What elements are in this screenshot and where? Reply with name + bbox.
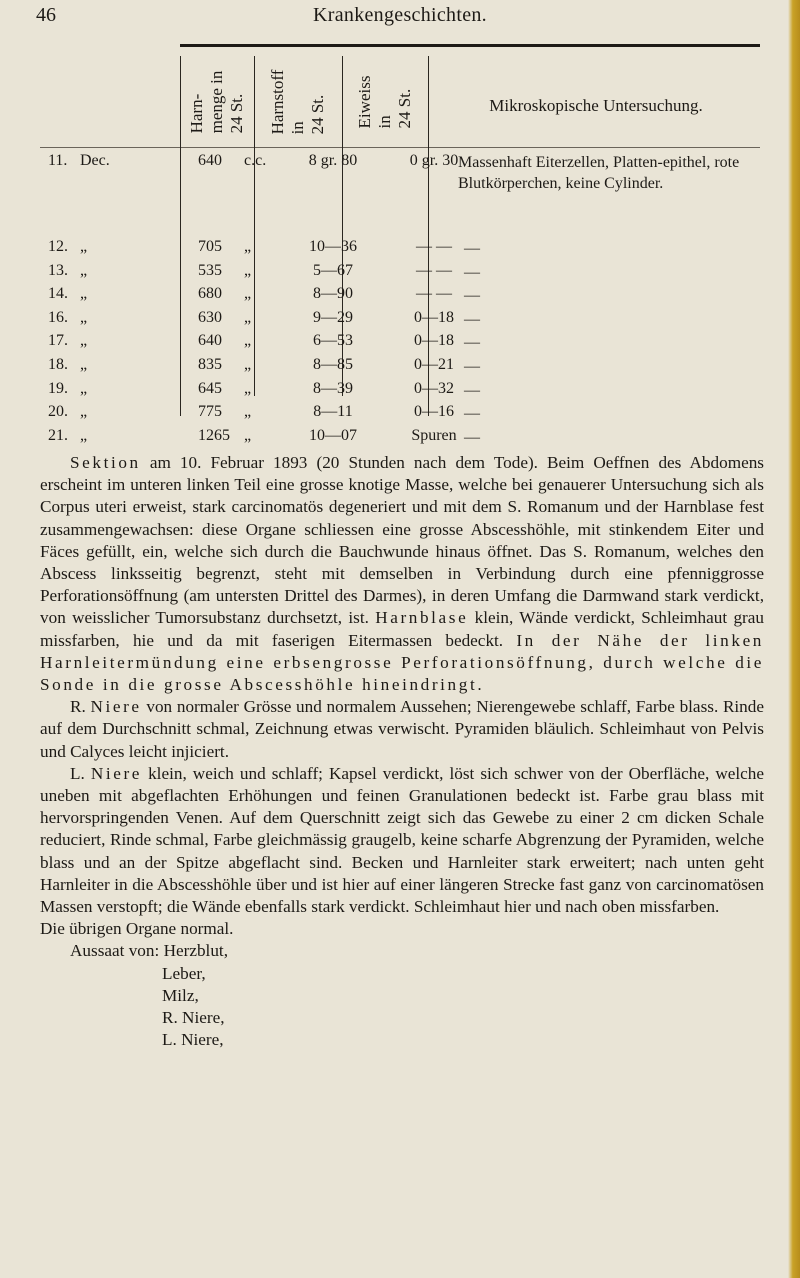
menge-unit: „ [244, 308, 252, 326]
menge-value: 630 [198, 308, 222, 326]
sektion-text: am 10. Februar 1893 (20 Stunden nach dem Tode). Beim Oeffnen des Abdomens erscheint im unteren linken Teil eine grosse knotige Masse, welche bei genauerer Untersuchung sich als Corpus uteri erweist, stark carcinomatös degeneriert und mit dem S. Romanum und der Harnblase fest zusammengewachsen: diese Organe schliessen eine grosse Abscesshöhle, mit stinkendem Eiter und Fäces gefüllt, ein, welche sich durch die Bauchwunde hinaus öffnet. Das S. Romanum, welches den Abscess linksseitig begrenzt, steht mit demselben in Verbindung durch eine pfenniggrosse Perforationsöffnung (am untersten Drittel des Darmes), in deren Umfang die Darmwand stark verdickt, von weisslicher Tumorsubstanz durchsetzt, ist. [40, 453, 764, 628]
month: „ [80, 356, 88, 373]
day: 11. [48, 152, 68, 169]
table-row [40, 380, 760, 402]
micro-cell: — [464, 240, 480, 257]
harnstoff-cell: 8—39 [313, 379, 353, 397]
eiweiss-cell [336, 238, 476, 256]
l-niere-text: klein, weich und schlaff; Kapsel verdickt, löst sich schwer von der Oberfläche, welche uneben mit abgeflachten Erhöhungen und feinen Granulationen bedeckt ist. Farbe grau blass mit hervorspringenden Venen. Auf dem Querschnitt zeigt sich das Gewebe zu einer 2 cm dicken Schale reduciert, Rinde schmal, Farbe gleichmässig graugelb, keine scharfe Abgrenzung der Pyramiden, welche blass und an der Spitze abgeflacht sind. Becken und Harnleiter stark erweitert; nach unten geht Harnleiter in die Abscesshöhle über und ist hier auf einer längeren Strecke fast ganz von carcinomatösen Massen verstopft; die Wände ebenfalls stark verdickt. Schleimhaut hier und nach oben missfarben. [40, 763, 764, 917]
paragraph-r-niere [40, 696, 764, 763]
month: „ [80, 379, 88, 397]
menge-unit: „ [244, 356, 252, 373]
harnstoff-cell: 5—67 [313, 261, 353, 279]
harnblase-label: Harnblase [375, 608, 469, 628]
menge-value: 640 [198, 152, 222, 169]
micro-cell: — [464, 381, 480, 399]
r-prefix: R. [70, 697, 91, 717]
sektion-label: Sektion [70, 453, 141, 472]
harnstoff-cell: 9—29 [313, 308, 353, 326]
aussaat-line: L. Niere, [162, 1030, 224, 1050]
paragraph-l-niere [40, 763, 764, 918]
harnstoff-cell: 6—53 [313, 332, 353, 350]
book-edge [788, 0, 800, 1278]
day: 12. [48, 238, 68, 255]
harnstoff-cell: 8—11 [313, 403, 353, 421]
harnblase-text: klein, Wände verdickt, Schleimhaut grau missfarben, hie und da mit faserigen Eitermassen bedeckt. [40, 608, 764, 650]
day: 20. [48, 403, 68, 421]
harnstoff-cell: 8—85 [313, 356, 353, 373]
header-line: 24 St. [308, 94, 327, 135]
eiweiss-cell [336, 152, 476, 170]
micro-cell: — [464, 287, 480, 305]
month: Dec. [80, 152, 110, 169]
menge-unit: „ [244, 403, 252, 421]
month: „ [80, 308, 88, 326]
menge-value: 535 [198, 261, 222, 279]
l-prefix: L. [70, 763, 91, 783]
table-row [40, 403, 760, 425]
month: „ [80, 403, 88, 421]
menge-unit: „ [244, 379, 252, 397]
running-title: Krankengeschichten. [313, 4, 487, 26]
month: „ [80, 238, 88, 255]
eiweiss-value: 0—21 [414, 356, 454, 373]
r-niere-text: von normaler Grösse und normalem Aussehen; Nierengewebe schlaff, Farbe blass. Rinde auf dem Durchschnitt schmal, Zeichnung etwas verwischt. Pyramiden bläulich. Schleimhaut von Pelvis und Calyces leicht injiciert. [40, 697, 765, 761]
day: 21. [48, 426, 68, 444]
month: „ [80, 285, 88, 303]
micro-cell: — [464, 405, 480, 423]
header-line: in [288, 121, 307, 135]
menge-value: 775 [198, 403, 222, 421]
menge-unit: „ [244, 332, 252, 350]
niere-label: Niere [90, 763, 143, 783]
eiweiss-cell [336, 285, 476, 303]
header-harnmenge [180, 58, 254, 146]
header-line: menge in [207, 70, 226, 134]
aussaat-line: Milz, [162, 985, 199, 1005]
day: 19. [48, 379, 68, 397]
niere-label: Niere [90, 697, 142, 717]
header-mikroskopische: Mikroskopische Untersuchung. [489, 96, 703, 115]
eiweiss-cell [336, 332, 476, 350]
eiweiss-value: — — [416, 285, 452, 303]
eiweiss-cell [336, 380, 476, 398]
paragraph-sektion [40, 452, 764, 696]
menge-unit: „ [244, 261, 252, 279]
menge-unit: c.c. [244, 152, 267, 169]
table-header-rule [40, 147, 760, 148]
menge-unit: „ [244, 426, 252, 444]
micro-cell: — [464, 428, 480, 446]
eiweiss-cell [336, 262, 476, 280]
aussaat-line: Aussaat von: Herzblut, [70, 941, 228, 961]
header-eiweiss [342, 58, 428, 146]
menge-value: 640 [198, 332, 222, 350]
eiweiss-value: 0—18 [414, 332, 454, 350]
table-row [40, 332, 760, 354]
harnstoff-cell: 10—07 [309, 426, 357, 444]
menge-value: 1265 [198, 426, 230, 444]
header-line: 24 St. [395, 88, 414, 129]
header-line: Eiweiss [355, 75, 374, 129]
harnstoff-cell: 8—90 [313, 285, 353, 303]
day: 18. [48, 356, 68, 373]
eiweiss-value: 0 gr. 30 [409, 152, 459, 169]
eiweiss-value: Spuren [411, 426, 457, 444]
autopsy-report [40, 452, 764, 1051]
menge-value: 680 [198, 285, 222, 303]
menge-unit: „ [244, 285, 252, 303]
page-number: 46 [36, 4, 56, 26]
urine-table [40, 44, 762, 444]
header-harnstoff [254, 58, 342, 146]
month: „ [80, 261, 88, 279]
menge-value: 705 [198, 238, 222, 255]
header-line: Harnstoff [268, 69, 287, 135]
micro-cell: — [464, 310, 480, 328]
paragraph-organe: Die übrigen Organe normal. [40, 919, 234, 939]
table-row [40, 238, 760, 260]
harnstoff-cell: 8 gr. 80 [308, 152, 358, 169]
month: „ [80, 426, 88, 444]
eiweiss-value: — — [416, 238, 452, 255]
menge-value: 645 [198, 379, 222, 397]
day: 17. [48, 332, 68, 350]
header-line: in [375, 115, 394, 129]
day: 13. [48, 261, 68, 279]
eiweiss-cell [336, 309, 476, 327]
harnstoff-cell: 10—36 [309, 238, 357, 255]
eiweiss-value: 0—16 [414, 403, 454, 421]
table-row [40, 262, 760, 284]
eiweiss-cell [336, 427, 476, 445]
table-row [40, 309, 760, 331]
aussaat-line: Leber, [162, 963, 206, 983]
table-row [40, 356, 760, 378]
aussaat-list [40, 940, 764, 1051]
table-top-rule [180, 44, 760, 47]
eiweiss-value: 0—32 [414, 379, 454, 397]
eiweiss-value: 0—18 [414, 308, 454, 326]
header-line: Harn- [187, 93, 206, 134]
table-row [40, 152, 760, 192]
table-row [40, 285, 760, 307]
micro-cell: — [464, 263, 480, 281]
eiweiss-cell [336, 403, 476, 421]
aussaat-line: R. Niere, [162, 1008, 225, 1028]
day: 16. [48, 308, 68, 326]
menge-value: 835 [198, 356, 222, 373]
eiweiss-cell [336, 356, 476, 374]
micro-cell: Massenhaft Eiterzellen, Platten-epithel, rote Blutkörperchen, keine Cylinder. [458, 154, 740, 192]
header-line: 24 St. [227, 93, 246, 134]
perforation-emphasis: In der Nähe der linken Harnleitermündung eine erbsengrosse Perforationsöffnung, durch welche die Sonde in die grosse Abscesshöhle hineindringt. [40, 630, 764, 695]
day: 14. [48, 285, 68, 303]
page-header [0, 0, 800, 40]
eiweiss-value: — — [416, 261, 452, 279]
month: „ [80, 332, 88, 350]
micro-cell: — [464, 334, 480, 352]
menge-unit: „ [244, 238, 252, 255]
micro-cell: — [464, 358, 480, 375]
table-row [40, 427, 760, 449]
